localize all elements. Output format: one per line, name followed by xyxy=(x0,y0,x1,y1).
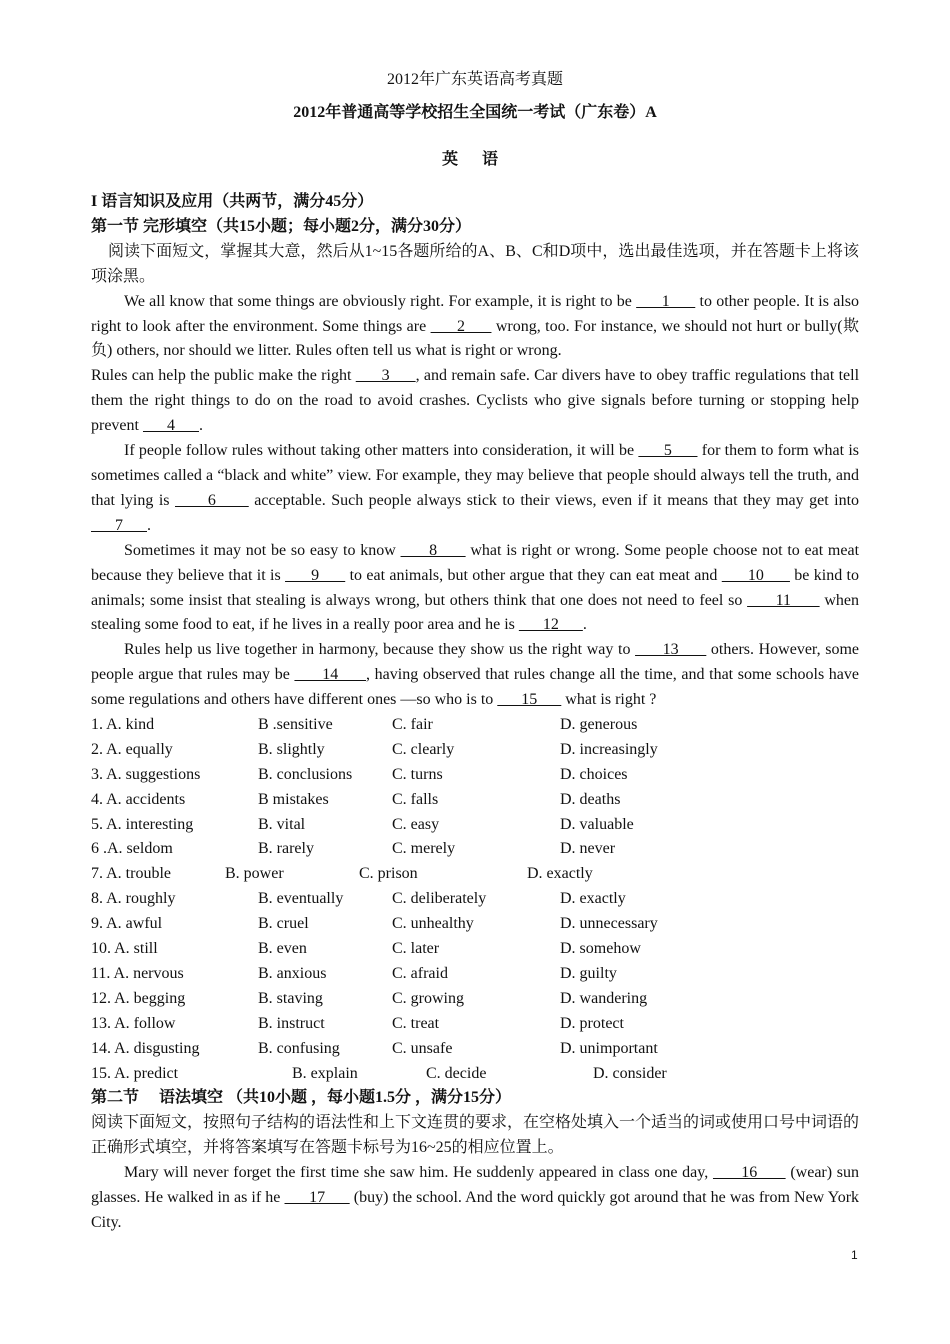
option-row xyxy=(91,813,859,838)
option-c: C. easy xyxy=(392,815,440,833)
passage-text: We all know that some things are obviously right. For example, it is right to be xyxy=(124,292,637,310)
option-c: C. growing xyxy=(392,989,464,1007)
option-a: 2. A. equally xyxy=(91,740,173,758)
option-a: 12. A. begging xyxy=(91,989,186,1007)
option-d: D. wandering xyxy=(560,989,648,1007)
passage-paragraph xyxy=(91,439,859,539)
option-d: D. never xyxy=(560,840,616,858)
option-b: B mistakes xyxy=(258,790,329,808)
option-a: 14. A. disgusting xyxy=(91,1039,200,1057)
option-d: D. consider xyxy=(593,1064,667,1082)
option-row xyxy=(91,837,859,862)
option-b: B. confusing xyxy=(258,1039,340,1057)
option-b: B. power xyxy=(225,865,284,883)
option-row xyxy=(91,962,859,987)
option-row xyxy=(91,1062,859,1087)
answer-blank: 15 xyxy=(497,691,562,709)
option-row xyxy=(91,788,859,813)
passage-text: (wear) sun glasses. He walked in as if he xyxy=(91,1164,860,1207)
option-d: D. guilty xyxy=(560,964,617,982)
option-b: B. explain xyxy=(292,1064,358,1082)
passage-text: when stealing some food to eat, if he lives in a really poor area and he is xyxy=(91,591,860,634)
option-d: D. increasingly xyxy=(560,740,658,758)
option-a: 7. A. trouble xyxy=(91,865,171,883)
option-a: 4. A. accidents xyxy=(91,790,186,808)
option-c: C. afraid xyxy=(392,964,448,982)
option-d: D. unimportant xyxy=(560,1039,658,1057)
passage-text: Sometimes it may not be so easy to know xyxy=(124,541,401,559)
passage-text: , and remain safe. Car divers have to obey traffic regulations that tell them the right things to do on the road to avoid crashes. Cyclists who give signals before turning or stopping help prevent xyxy=(91,367,860,435)
option-row xyxy=(91,937,859,962)
option-row xyxy=(91,1012,859,1037)
option-b: B. instruct xyxy=(258,1014,325,1032)
option-c: C. deliberately xyxy=(392,890,487,908)
answer-blank: 13 xyxy=(635,641,707,659)
option-row xyxy=(91,912,859,937)
passage-text: to eat animals, but other argue that they can eat meat and xyxy=(345,566,722,584)
option-row xyxy=(91,987,859,1012)
passage-text: what is right ? xyxy=(561,691,657,709)
passage-text: , having observed that rules change all the time, and that some schools have some regulations and others have different ones —so who is to xyxy=(91,666,860,709)
option-d: D. generous xyxy=(560,716,638,734)
option-c: C. clearly xyxy=(392,740,455,758)
exam-title: 2012年普通高等学校招生全国统一考试（广东卷）A xyxy=(293,104,657,121)
option-b: B. staving xyxy=(258,989,323,1007)
option-row xyxy=(91,1037,859,1062)
option-d: D. unnecessary xyxy=(560,915,658,933)
passage-paragraph xyxy=(91,638,859,713)
answer-blank: 16 xyxy=(712,1164,786,1182)
passage-text: wrong, too. For instance, we should not hurt or bully(欺负) others, nor should we litter. Rules often tell us what is right or wrong. xyxy=(91,317,859,360)
passage-paragraph xyxy=(91,1161,859,1236)
option-c: C. fair xyxy=(392,716,433,734)
answer-blank: 12 xyxy=(518,616,583,634)
cloze-passage xyxy=(91,290,859,713)
option-b: B. vital xyxy=(258,815,306,833)
options-list xyxy=(91,713,859,1086)
passage-paragraph xyxy=(91,364,859,439)
option-b: B. eventually xyxy=(258,890,344,908)
option-b: B. slightly xyxy=(258,740,325,758)
option-c: C. later xyxy=(392,940,440,958)
option-a: 8. A. roughly xyxy=(91,890,176,908)
answer-blank: 6 xyxy=(175,491,249,509)
section1-instructions: 阅读下面短文，掌握其大意，然后从1~15各题所给的A、B、C和D项中，选出最佳选项，并在答题卡上将该项涂黑。 xyxy=(91,242,859,285)
option-a: 13. A. follow xyxy=(91,1014,176,1032)
answer-blank: 14 xyxy=(294,666,367,684)
answer-blank: 7 xyxy=(91,516,147,534)
answer-blank: 3 xyxy=(355,367,416,385)
option-c: C. turns xyxy=(392,765,443,783)
option-d: D. exactly xyxy=(560,890,626,908)
answer-blank: 10 xyxy=(721,566,790,584)
passage-text: . xyxy=(582,616,587,634)
option-a: 5. A. interesting xyxy=(91,815,194,833)
passage-paragraph xyxy=(91,290,859,365)
answer-blank: 1 xyxy=(636,292,696,310)
option-b: B. rarely xyxy=(258,840,314,858)
passage-text: acceptable. Such people always stick to their views, even if it means that they may get into xyxy=(248,491,860,509)
answer-blank: 11 xyxy=(747,591,820,609)
option-d: D. somehow xyxy=(560,940,641,958)
option-row xyxy=(91,738,859,763)
passage-text: to other people. It is also right to look after the environment. Some things are xyxy=(91,292,860,335)
option-c: C. decide xyxy=(426,1064,487,1082)
option-b: B. even xyxy=(258,940,307,958)
option-d: D. valuable xyxy=(560,815,634,833)
part1 xyxy=(91,190,859,1236)
option-d: D. protect xyxy=(560,1014,624,1032)
passage-text: Mary will never forget the first time she saw him. He suddenly appeared in class one day, xyxy=(124,1164,713,1182)
option-a: 10. A. still xyxy=(91,940,158,958)
passage-text: . xyxy=(147,516,151,534)
passage-text: others. However, some people argue that rules may be xyxy=(91,641,860,684)
passage-text: for them to form what is sometimes called a “black and white” view. For example, they may believe that people should always tell the truth, and that lying is xyxy=(91,442,860,509)
answer-blank: 8 xyxy=(400,541,466,559)
passage-text: If people follow rules without taking other matters into consideration, it will be xyxy=(124,442,639,460)
option-d: D. deaths xyxy=(560,790,621,808)
page-number: 1 xyxy=(851,1248,858,1262)
option-row xyxy=(91,763,859,788)
answer-blank: 9 xyxy=(285,566,346,584)
passage-text: Rules can help the public make the right xyxy=(91,367,356,385)
option-row xyxy=(91,862,859,887)
section2-instructions: 阅读下面短文，按照句子结构的语法性和上下文连贯的要求，在空格处填入一个适当的词或使用口号中词语的正确形式填空，并将答案填写在答题卡标号为16~25的相应位置上。 xyxy=(91,1114,860,1157)
subject-title: 英 语 xyxy=(441,151,508,168)
answer-blank: 4 xyxy=(142,417,199,435)
option-b: B. conclusions xyxy=(258,765,353,783)
passage-text: Rules help us live together in harmony, because they show us the right way to xyxy=(124,641,636,659)
option-row xyxy=(91,713,859,738)
option-c: C. unhealthy xyxy=(392,915,474,933)
answer-blank: 5 xyxy=(638,442,698,460)
option-b: B .sensitive xyxy=(258,716,333,734)
option-c: C. merely xyxy=(392,840,456,858)
option-c: C. treat xyxy=(392,1014,440,1032)
passage-paragraph xyxy=(91,539,859,639)
option-c: C. prison xyxy=(359,865,418,883)
doc-title: 2012年广东英语高考真题 xyxy=(386,71,563,88)
section2-heading: 第二节 语法填空 （共10小题 ，每小题1.5分 ，满分15分） xyxy=(91,1089,512,1107)
section1-heading: 第一节 完形填空（共15小题；每小题2分，满分30分） xyxy=(91,217,472,235)
option-a: 11. A. nervous xyxy=(91,964,184,982)
grammar-passage xyxy=(91,1161,859,1236)
option-c: C. unsafe xyxy=(392,1039,453,1057)
answer-blank: 17 xyxy=(284,1189,350,1207)
option-c: C. falls xyxy=(392,790,439,808)
option-row xyxy=(91,887,859,912)
option-a: 9. A. awful xyxy=(91,915,163,933)
passage-text: . xyxy=(198,417,203,435)
option-b: B. cruel xyxy=(258,915,309,933)
option-d: D. choices xyxy=(560,765,628,783)
option-d: D. exactly xyxy=(527,865,593,883)
passage-text: be kind to animals; some insist that stealing is always wrong, but others think that one does not need to feel so xyxy=(91,566,859,609)
passage-text: what is right or wrong. Some people choose not to eat meat because they believe that it is xyxy=(91,541,860,584)
option-a: 15. A. predict xyxy=(91,1064,179,1082)
part1-heading: I 语言知识及应用（共两节，满分45分） xyxy=(91,193,374,210)
option-b: B. anxious xyxy=(258,964,327,982)
answer-blank: 2 xyxy=(430,317,492,335)
option-a: 3. A. suggestions xyxy=(91,765,201,783)
option-a: 1. A. kind xyxy=(91,716,155,734)
option-a: 6 .A. seldom xyxy=(91,840,173,858)
passage-text: (buy) the school. And the word quickly got around that he was from New York City. xyxy=(91,1189,860,1231)
